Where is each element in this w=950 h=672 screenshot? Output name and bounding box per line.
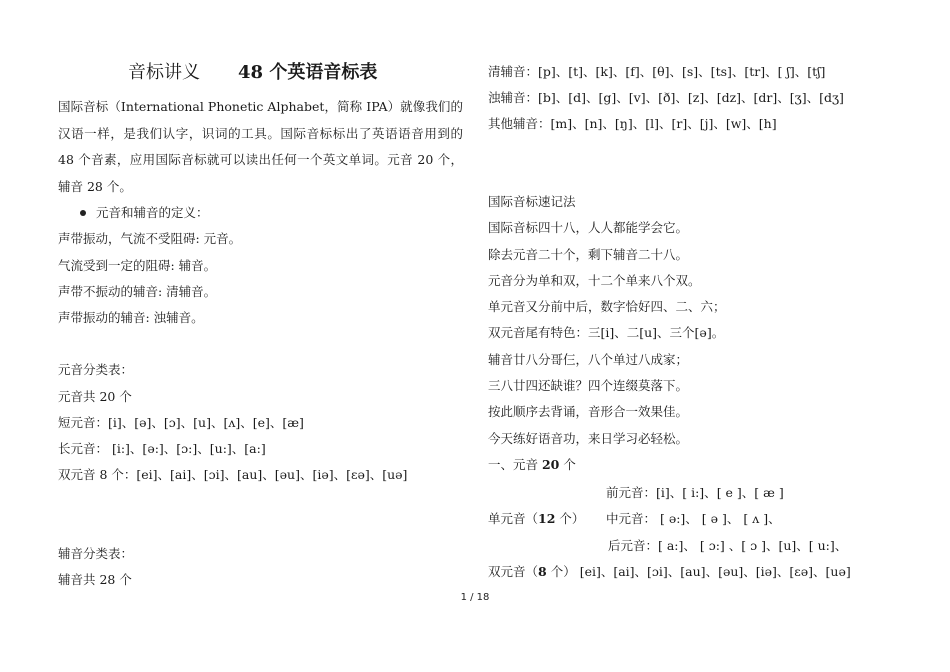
consonant-table-heading: 辅音分类表： xyxy=(58,546,134,561)
double-vowel-row xyxy=(488,564,851,580)
mnemonic-heading: 国际音标速记法 xyxy=(488,194,576,209)
definition-bullet xyxy=(58,205,209,221)
section-suffix: 个 xyxy=(559,457,576,472)
single-vowel-label xyxy=(488,511,584,527)
bullet-icon xyxy=(80,210,86,216)
section-vowels-heading xyxy=(488,457,576,473)
rhyme-line: 除去元音二十个，剩下辅音二十八。 xyxy=(488,247,689,262)
central-vowels: 中元音： [ ə:]、 [ ə ]、 [ ʌ ]、 xyxy=(606,511,781,526)
vowel-table-heading: 元音分类表： xyxy=(58,362,134,377)
diphthongs: 双元音 8 个：[ei]、[ai]、[ɔi]、[au]、[əu]、[iə]、[εə]、[uə] xyxy=(58,467,408,482)
rhyme-line: 今天练好语音功，来日学习必轻松。 xyxy=(488,431,689,446)
bullet-text: 元音和辅音的定义： xyxy=(96,205,209,220)
double-label-pre: 双元音（ xyxy=(488,564,539,579)
rhyme-line: 按此顺序去背诵，音形合一效果佳。 xyxy=(488,404,689,419)
definition-vowel: 声带振动，气流不受阻碍: 元音。 xyxy=(58,231,242,246)
page-title xyxy=(128,58,377,84)
single-label-pre: 单元音（ xyxy=(488,511,539,526)
section-prefix: 一、元音 xyxy=(488,457,542,472)
rhyme-line: 三八廿四还缺谁？四个连缀莫落下。 xyxy=(488,378,689,393)
definition-voiced: 声带振动的辅音: 浊辅音。 xyxy=(58,310,204,325)
double-label-num: 8 xyxy=(538,564,547,579)
long-vowels: 长元音： [i:]、[ə:]、[ɔ:]、[u:]、[a:] xyxy=(58,441,266,456)
intro-paragraph: 国际音标（International Phonetic Alphabet，简称 IPA）就像我们的汉语一样，是我们认字，识词的工具。国际音标标出了英语语音用到的 48 个音素，应用国际音标就可以读出任何一个英文单词。元音 20 个，辅音 28 个。 xyxy=(58,99,463,194)
title-part2: 48 个英语音标表 xyxy=(238,62,378,83)
rhyme-line: 元音分为单和双，十二个单来八个双。 xyxy=(488,273,701,288)
vowel-total: 元音共 20 个 xyxy=(58,389,132,404)
other-consonants: 其他辅音：[m]、[n]、[ŋ]、[l]、[r]、[j]、[w]、[h] xyxy=(488,116,777,131)
rhyme-line: 国际音标四十八，人人都能学会它。 xyxy=(488,220,689,235)
definition-voiceless: 声带不振动的辅音: 清辅音。 xyxy=(58,284,217,299)
definition-consonant: 气流受到一定的阻碍: 辅音。 xyxy=(58,258,217,273)
front-vowels: 前元音：[i]、[ i:]、[ e ]、[ æ ] xyxy=(606,485,784,500)
single-label-num: 12 xyxy=(538,511,556,526)
rhyme-line: 双元音尾有特色：三[i]、二[u]、三个[ə]。 xyxy=(488,325,725,340)
consonant-total: 辅音共 28 个 xyxy=(58,572,132,587)
page-number: 1 / 18 xyxy=(460,592,490,603)
section-count: 20 xyxy=(541,457,560,472)
single-label-post: 个） xyxy=(555,511,585,526)
back-vowels: 后元音：[ a:]、 [ ɔ:] 、[ ɔ ]、[u]、[ u:]、 xyxy=(608,538,848,553)
voiced-consonants: 浊辅音：[b]、[d]、[g]、[v]、[ð]、[z]、[dz]、[dr]、[ʒ]、[dʒ] xyxy=(488,90,844,105)
title-part1: 音标讲义 xyxy=(128,62,200,83)
voiceless-consonants: 清辅音：[p]、[t]、[k]、[f]、[θ]、[s]、[ts]、[tr]、[ ʃ]、[tʃ] xyxy=(488,64,826,79)
rhyme-line: 单元音又分前中后，数字恰好四、二、六； xyxy=(488,299,726,314)
double-label-post: 个） xyxy=(546,564,576,579)
double-vowels: [ei]、[ai]、[ɔi]、[au]、[əu]、[iə]、[εə]、[uə] xyxy=(579,564,851,579)
short-vowels: 短元音：[i]、[ə]、[ɔ]、[u]、[ʌ]、[e]、[æ] xyxy=(58,415,304,430)
rhyme-line: 辅音廿八分哥仨，八个单过八成家； xyxy=(488,352,689,367)
